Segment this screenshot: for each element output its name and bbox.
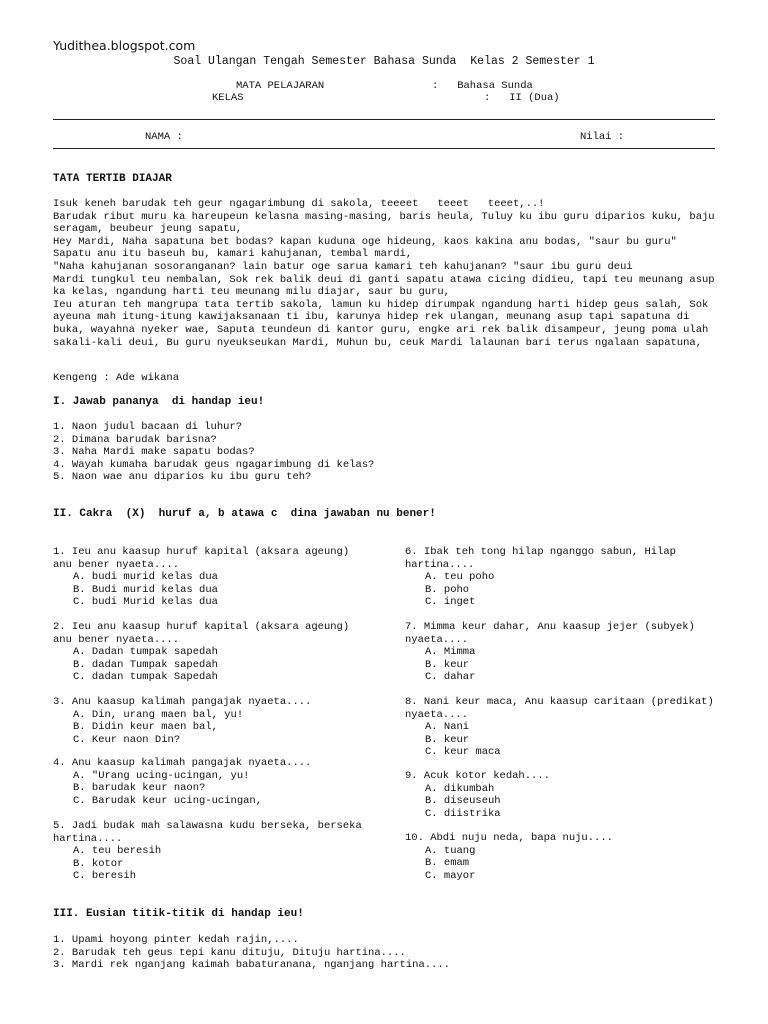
mc-question-text: 5. Jadi budak mah salawasna kudu berseka, berseka xyxy=(53,820,362,832)
reading-line: Mardi tungkul teu nembalan, Sok rek balik deui di ganti sapatu atawa cicing didieu, tapi teu meunang asup xyxy=(53,273,715,286)
mc-option[interactable]: A. Din, urang maen bal, yu! xyxy=(73,708,244,721)
mc-question-text: anu bener nyaeta.... xyxy=(53,558,180,571)
mc-option[interactable]: B. keur xyxy=(425,733,470,746)
mc-option[interactable]: A. Mimma xyxy=(425,646,476,659)
mc-question-text: 7. Mimma keur dahar, Anu kaasup jejer (subyek) xyxy=(405,621,695,633)
mc-question xyxy=(405,621,695,684)
divider-top xyxy=(53,119,715,120)
mc-question xyxy=(53,621,349,684)
mc-question-text: 3. Anu kaasup kalimah pangajak nyaeta.... xyxy=(53,696,312,708)
question-item: 4. Wayah kumaha barudak geus ngagarimbung di kelas? xyxy=(53,458,375,471)
mc-option[interactable]: C. beresih xyxy=(73,870,137,883)
section1-heading: I. Jawab pananya di handap ieu! xyxy=(53,396,265,408)
mc-option[interactable]: A. Dadan tumpak sapedah xyxy=(73,646,218,659)
mc-option[interactable]: A. teu poho xyxy=(425,571,495,584)
subject-value: : Bahasa Sunda xyxy=(432,80,533,92)
mc-question xyxy=(53,546,349,609)
mc-option[interactable]: B. kotor xyxy=(73,857,124,870)
site-name: Yudithea.blogspot.com xyxy=(53,38,196,53)
mc-question-text: anu bener nyaeta.... xyxy=(53,633,180,646)
mc-question xyxy=(405,696,714,759)
mc-option[interactable]: B. poho xyxy=(425,583,470,596)
mc-question-text: nyaeta.... xyxy=(405,633,469,646)
reading-line: ka kelas, ngandung harti teu meunang milu diajar, saur bu guru, xyxy=(53,286,450,299)
mc-question-text: 4. Anu kaasup kalimah pangajak nyaeta.... xyxy=(53,757,312,769)
reading-line: Isuk keneh barudak teh geur ngagarimbung di sakola, teeeet teeet teeet,..! xyxy=(53,198,545,210)
section2-heading: II. Cakra (X) huruf a, b atawa c dina jawaban nu bener! xyxy=(53,508,436,520)
reading-line: buka, wayahna nyeker wae, Saputa teundeun di kantor guru, engke ari rek balik disampeur, jeung poma ulah xyxy=(53,323,709,336)
class-value: : II (Dua) xyxy=(484,92,560,104)
author-credit: Kengeng : Ade wikana xyxy=(53,372,180,384)
mc-option[interactable]: B. dadan Tumpak sapedah xyxy=(73,658,218,671)
fill-item: 2. Barudak teh geus tepi kanu dituju, Dituju hartina.... xyxy=(53,946,406,959)
class-label: KELAS xyxy=(212,92,244,104)
mc-option[interactable]: C. keur maca xyxy=(425,746,501,759)
mc-question xyxy=(53,757,311,807)
mc-question-text: 8. Nani keur maca, Anu kaasup caritaan (predikat) xyxy=(405,696,714,708)
mc-option[interactable]: B. emam xyxy=(425,857,470,870)
mc-question-text: 10. Abdi nuju neda, bapa nuju.... xyxy=(405,832,613,844)
mc-question xyxy=(53,696,311,746)
mc-option[interactable]: B. Didin keur maen bal, xyxy=(73,721,218,734)
reading-text xyxy=(53,198,715,349)
question-item: 2. Dimana barudak barisna? xyxy=(53,433,217,446)
mc-option[interactable]: A. budi murid kelas dua xyxy=(73,571,218,584)
mc-question xyxy=(405,770,550,820)
question-item: 1. Naon judul bacaan di luhur? xyxy=(53,421,243,433)
question-item: 5. Naon wae anu diparios ku ibu guru teh? xyxy=(53,471,312,484)
mc-option[interactable]: C. Keur naon Din? xyxy=(73,733,181,746)
mc-option[interactable]: C. mayor xyxy=(425,869,476,882)
mc-option[interactable]: B. diseuseuh xyxy=(425,795,501,808)
reading-line: Ieu aturan teh mangrupa tata tertib sakola, lamun ku hidep dirumpak ngandung harti hidep geus salah, Sok xyxy=(53,298,709,311)
mc-question xyxy=(405,832,613,882)
reading-line: ayeuna mah itung-itung kawijaksanaan ti ibu, karunya hidep rek ulangan, meunang asup tapi sapatuna di xyxy=(53,311,690,324)
section1-list xyxy=(53,421,374,484)
mc-question-text: nyaeta.... xyxy=(405,708,469,721)
mc-question-text: 9. Acuk kotor kedah.... xyxy=(405,770,550,782)
mc-option[interactable]: C. Barudak keur ucing-ucingan, xyxy=(73,794,263,807)
mc-question xyxy=(405,546,676,609)
mc-option[interactable]: C. inget xyxy=(425,596,476,609)
mc-option[interactable]: C. budi Murid kelas dua xyxy=(73,596,218,609)
reading-line: sakali-kali deui, Bu guru nyeukseukan Mardi, Muhun bu, ceuk Mardi lalaunan bari terus ngalaan sapatuna, xyxy=(53,336,703,349)
page-title: Soal Ulangan Tengah Semester Bahasa Sunda Kelas 2 Semester 1 xyxy=(173,55,595,68)
divider-bottom xyxy=(53,148,715,149)
mc-option[interactable]: A. tuang xyxy=(425,844,476,857)
mc-question xyxy=(53,820,362,883)
reading-line: Hey Mardi, Naha sapatuna bet bodas? kapan kuduna oge hideung, kaos kakina anu bodas, "saur bu guru" xyxy=(53,235,677,248)
mc-question-text: 6. Ibak teh tong hilap nganggo sabun, Hilap xyxy=(405,546,676,558)
mc-question-text: hartina.... xyxy=(53,832,123,845)
mc-option[interactable]: A. dikumbah xyxy=(425,782,495,795)
mc-question-text: 2. Ieu anu kaasup huruf kapital (aksara ageung) xyxy=(53,621,350,633)
mc-option[interactable]: C. dadan tumpak Sapedah xyxy=(73,671,218,684)
score-label: Nilai : xyxy=(580,131,625,143)
mc-option[interactable]: A. Nani xyxy=(425,721,470,734)
fill-item: 3. Mardi rek nganjang kaimah babaturanana, nganjang hartina.... xyxy=(53,959,450,972)
section3-list xyxy=(53,934,450,972)
mc-option[interactable]: C. diistrika xyxy=(425,807,501,820)
mc-option[interactable]: B. Budi murid kelas dua xyxy=(73,583,218,596)
mc-option[interactable]: B. keur xyxy=(425,658,470,671)
subject-label: MATA PELAJARAN xyxy=(236,80,325,92)
question-item: 3. Naha Mardi make sapatu bodas? xyxy=(53,446,255,459)
reading-line: Sapatu anu itu baseuh bu, kamari kahujanan, tembal mardi, xyxy=(53,248,413,261)
reading-line: "Naha kahujanan sosoranganan? lain batur oge sarua kamari teh kahujanan? "saur ibu guru deui xyxy=(53,260,633,273)
mc-option[interactable]: B. barudak keur naon? xyxy=(73,782,206,795)
mc-option[interactable]: C. dahar xyxy=(425,671,476,684)
mc-option[interactable]: A. teu beresih xyxy=(73,845,162,858)
reading-line: seragam, beubeur jeung sapatu, xyxy=(53,223,243,236)
mc-option[interactable]: A. "Urang ucing-ucingan, yu! xyxy=(73,769,250,782)
section3-heading: III. Eusian titik-titik di handap ieu! xyxy=(53,908,304,920)
mc-question-text: hartina.... xyxy=(405,558,475,571)
reading-line: Barudak ribut muru ka hareupeun kelasna masing-masing, baris heula, Tuluy ku ibu guru diparios kuku, baju xyxy=(53,210,715,223)
reading-title: TATA TERTIB DIAJAR xyxy=(53,173,172,185)
mc-question-text: 1. Ieu anu kaasup huruf kapital (aksara ageung) xyxy=(53,546,350,558)
fill-item: 1. Upami hoyong pinter kedah rajin,.... xyxy=(53,934,299,946)
name-label: NAMA : xyxy=(145,131,183,143)
